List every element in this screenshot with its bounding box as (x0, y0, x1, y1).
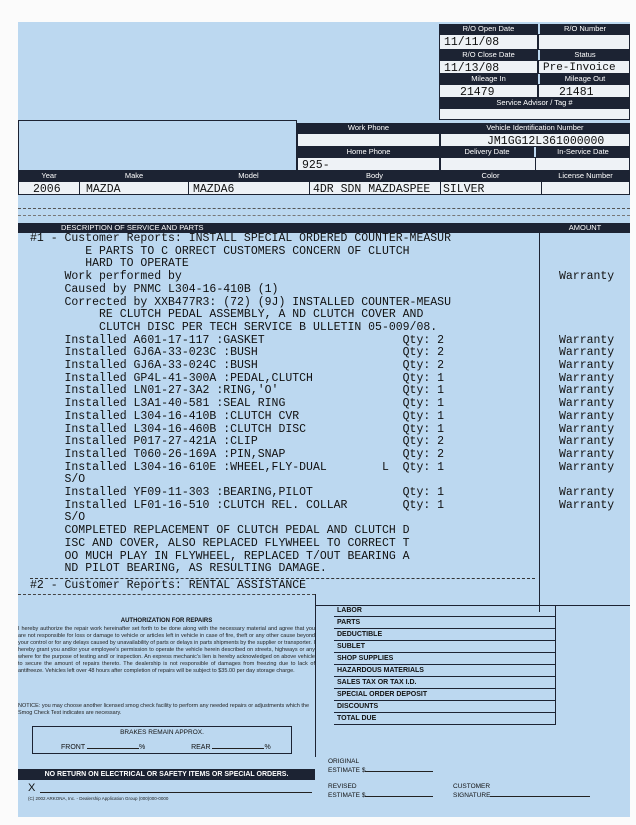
rear-blank (212, 748, 264, 749)
service-advisor-field (439, 108, 630, 120)
part-line: Installed P017-27-421A :CLIP Qty: 2 (30, 435, 445, 449)
totals-labor: LABOR (334, 605, 555, 617)
mileage-in-field: 21479 (439, 84, 538, 98)
work-phone-label: Work Phone (297, 123, 440, 133)
service-line-1-5: Caused by PNMC L304-16-410B (1) (30, 282, 279, 296)
part-line: Installed L304-16-410B :CLUTCH CVR Qty: 1 (30, 409, 445, 423)
home-phone-field: 925- (297, 157, 440, 171)
part-line: Installed LN01-27-3A2 :RING,'O' Qty: 1 (30, 384, 445, 398)
completion-note: ND PILOT BEARING, AS RESULTING DAMAGE. (30, 562, 327, 576)
totals-hazardous-materials: HAZARDOUS MATERIALS (334, 665, 555, 677)
totals-discounts: DISCOUNTS (334, 701, 555, 713)
service-line-1-6: Corrected by XXB477R3: (72) (9J) INSTALLED COUNTER-MEASU (30, 295, 451, 309)
delivery-date-label: Delivery Date (440, 147, 534, 157)
amount-cell: Warranty (559, 435, 615, 449)
signature-x-mark: X (28, 782, 36, 794)
vin-label: Vehicle Identification Number (440, 123, 630, 133)
rear-label: REAR (191, 744, 211, 751)
amount-cell: Warranty (559, 397, 615, 411)
service-line-1-3: HARD TO OPERATE (30, 257, 189, 271)
smog-notice: NOTICE: you may choose another licensed smog check facility to perform any needed repairs or adjustments which the Smog Check Test indicates are necessary. (18, 703, 310, 716)
mileage-in-label: Mileage In (439, 74, 538, 84)
separator-line (18, 208, 630, 209)
revised-estimate-dollar: ESTIMATE $ (328, 792, 366, 799)
status-label: Status (540, 50, 630, 60)
model-label: Model (188, 171, 309, 181)
completion-note: COMPLETED REPLACEMENT OF CLUTCH PEDAL AND CLUTCH D (30, 524, 410, 538)
year-field: 2006 (18, 181, 80, 195)
front-label: FRONT (61, 744, 85, 751)
service-line-2: #2 - Customer Reports: RENTAL ASSISTANCE (30, 579, 307, 592)
front-blank (87, 748, 139, 749)
totals-parts: PARTS (334, 617, 555, 629)
year-label: Year (18, 171, 80, 181)
service-line-1-7: RE CLUTCH PEDAL ASSEMBLY, A ND CLUTCH COVER AND (30, 308, 424, 322)
customer-signature-text: SIGNATURE (453, 792, 491, 799)
ro-number-label: R/O Number (540, 24, 630, 34)
totals-sales-tax: SALES TAX OR TAX I.D. (334, 677, 555, 689)
color-field: SILVER (440, 181, 542, 195)
amount-cell: Warranty (559, 270, 615, 284)
original-estimate-blank (365, 771, 433, 772)
totals-deductible: DEDUCTIBLE (334, 629, 555, 641)
revised-estimate-label: REVISED (328, 783, 357, 790)
no-return-banner: NO RETURN ON ELECTRICAL OR SAFETY ITEMS OR SPECIAL ORDERS. (18, 769, 315, 780)
in-service-date-field (535, 157, 630, 171)
amount-cell: Warranty (559, 371, 615, 385)
part-line: Installed GJ6A-33-023C :BUSH Qty: 2 (30, 346, 445, 360)
vin-field: JM1GG12L361000000 (440, 133, 630, 147)
body-label: Body (309, 171, 440, 181)
open-date-field: 11/11/08 (439, 34, 538, 50)
service-line-1-8: CLUTCH DISC PER TECH SERVICE B ULLETIN 05-009/08. (30, 320, 438, 334)
close-date-label: R/O Close Date (439, 50, 538, 60)
customer-address-box (18, 120, 297, 171)
service-line-1-4: Work performed by (30, 270, 182, 284)
authorization-text: I hereby authorize the repair work hereinafter set forth to be done along with the necessary material and agree that you are not responsible for loss or damage to vehicle or articles left in vehicle in case of fire, theft or any other cause beyond your control or for any delays caused by unavailability of parts or delays in parts shipments by the supplier or transporter. I hereby grant you and/or your employee's permission to operate the vehicle herein described on streets, highways or any where for the purpose of testing and/ or inspection. An express mechanic's lien is hereby acknowledged on above vehicle to secure the amount of repairs thereto. The dealership is not responsible of damages from freezing due to lack of antifreeze. Vehicles left over 48 hours after completion of repairs will be subject to $35.00 per day storage charge. (18, 626, 315, 674)
amount-cell: Warranty (559, 498, 615, 512)
copyright-text: (C) 2002 ARKONA, Inc. - Dealership Application Group (000)000-0000 (28, 796, 169, 801)
totals-special-order-deposit: SPECIAL ORDER DEPOSIT (334, 689, 555, 701)
amount-cell: Warranty (559, 333, 615, 347)
separator-line (18, 215, 630, 216)
close-date-field: 11/13/08 (439, 60, 538, 74)
original-estimate-label: ORIGINAL (328, 758, 360, 765)
part-line: Installed T060-26-169A :PIN,SNAP Qty: 2 (30, 447, 445, 461)
service-line-1-2: E PARTS TO C ORRECT CUSTOMERS CONCERN OF CLUTCH (30, 244, 410, 258)
special-order-note: S/O (30, 473, 86, 487)
customer-signature-blank (490, 796, 590, 797)
amount-cell: Warranty (559, 460, 615, 474)
customer-signature-line (40, 792, 312, 793)
original-estimate (328, 757, 433, 775)
home-phone-label: Home Phone (297, 147, 440, 157)
totals-sublet: SUBLET (334, 641, 555, 653)
ro-number-field (538, 34, 630, 50)
revised-estimate-blank (365, 796, 433, 797)
totals-amount-column (555, 605, 630, 725)
part-line: Installed L3A1-40-581 :SEAL RING Qty: 1 (30, 397, 445, 411)
model-field: MAZDA6 (188, 181, 310, 195)
amount-cell: Warranty (559, 486, 615, 499)
amount-cell: Warranty (559, 447, 615, 461)
amount-cell: Warranty (559, 422, 615, 436)
revised-estimate (328, 782, 433, 800)
part-line: Installed A601-17-117 :GASKET Qty: 2 (30, 333, 445, 347)
totals-total-due: TOTAL DUE (334, 713, 555, 725)
customer-signature-block (453, 782, 590, 800)
service-advisor-label: Service Advisor / Tag # (439, 98, 630, 108)
amount-cell: Warranty (559, 409, 615, 423)
part-line: Installed L304-16-610E :WHEEL,FLY-DUAL L Qty: 1 (30, 460, 445, 474)
open-date-label: R/O Open Date (439, 24, 538, 34)
part-line: Installed LF01-16-510 :CLUTCH REL. COLLAR Qty: 1 (30, 498, 445, 512)
make-field: MAZDA (79, 181, 189, 195)
original-estimate-dollar: ESTIMATE $ (328, 767, 366, 774)
part-line: Installed YF09-11-303 :BEARING,PILOT Qty: 1 (30, 486, 445, 499)
amount-cell: Warranty (559, 346, 615, 360)
part-line: Installed GJ6A-33-024C :BUSH Qty: 2 (30, 359, 445, 372)
authorization-title: AUTHORIZATION FOR REPAIRS (120, 618, 213, 624)
customer-signature-label: CUSTOMER (453, 783, 491, 790)
description-header: DESCRIPTION OF SERVICE AND PARTS (18, 223, 540, 233)
front-percent: % (138, 744, 146, 751)
status-field: Pre-Invoice (538, 60, 630, 74)
brakes-box (32, 726, 292, 754)
delivery-date-field (440, 157, 536, 171)
completion-note: ISC AND COVER, ALSO REPLACED FLYWHEEL TO CORRECT T (30, 536, 410, 550)
part-line: Installed GP4L-41-300A :PEDAL,CLUTCH Qty: 1 (30, 371, 445, 385)
work-phone-field (297, 133, 440, 147)
make-label: Make (80, 171, 188, 181)
brakes-values (33, 744, 291, 751)
part-line: Installed L304-16-460B :CLUTCH DISC Qty: 1 (30, 422, 445, 436)
color-label: Color (440, 171, 541, 181)
totals-shop-supplies: SHOP SUPPLIES (334, 653, 555, 665)
completion-note: OO MUCH PLAY IN FLYWHEEL, REPLACED T/OUT BEARING A (30, 549, 410, 563)
service-line-1-1: #1 - Customer Reports: INSTALL SPECIAL ORDERED COUNTER-MEASUR (30, 232, 451, 245)
special-order-note: S/O (30, 511, 86, 525)
repair-order-form (18, 22, 630, 817)
amount-cell: Warranty (559, 384, 615, 398)
footer-separator (18, 594, 315, 595)
rear-percent: % (264, 744, 271, 751)
mileage-out-field: 21481 (538, 84, 630, 98)
amount-header: AMOUNT (540, 223, 630, 233)
license-field (541, 181, 630, 195)
license-label: License Number (541, 171, 630, 181)
amount-cell: Warranty (559, 359, 615, 372)
brakes-title: BRAKES REMAIN APPROX. (120, 729, 204, 736)
in-service-date-label: In-Service Date (536, 147, 630, 157)
body-field: 4DR SDN MAZDASPEE (309, 181, 441, 195)
mileage-out-label: Mileage Out (540, 74, 630, 84)
